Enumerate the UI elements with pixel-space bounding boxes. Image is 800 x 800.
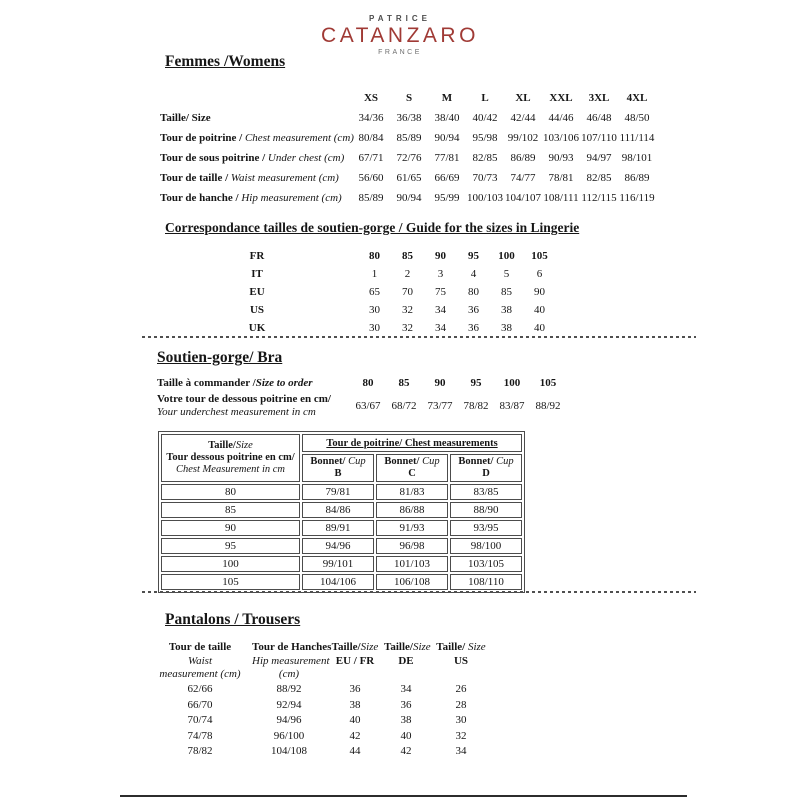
size-value: 90/93: [548, 152, 574, 164]
bra-measure-value: 63/67: [355, 399, 381, 412]
corner-title-en: Size: [235, 440, 253, 451]
trouser-value: 70/74: [187, 714, 213, 727]
cup-value: 86/88: [376, 502, 448, 518]
size-value: 38/40: [434, 112, 460, 124]
trouser-value: 40: [400, 729, 412, 742]
size-value: 30: [369, 322, 380, 334]
size-value: 80: [468, 286, 479, 298]
size-value: 90: [534, 286, 545, 298]
logo-patrice-text: PATRICE: [369, 14, 431, 23]
table-row-uk: [240, 319, 556, 337]
lingerie-size-table: [240, 247, 556, 337]
bra-cup-table: [158, 431, 525, 593]
table-row-size: [160, 108, 656, 128]
trouser-value: 36: [349, 683, 361, 696]
size-header-xxl: XXL: [549, 92, 573, 104]
brand-logo: [0, 14, 800, 56]
size-value: 67/71: [358, 152, 384, 164]
size-value: 48/50: [624, 112, 650, 124]
size-value: 44/46: [548, 112, 574, 124]
cup-value: 81/83: [376, 484, 448, 500]
size-value: 74/77: [510, 172, 536, 184]
size-header-s: S: [405, 92, 413, 104]
size-value: 5: [503, 268, 510, 280]
size-value: 105: [531, 250, 548, 262]
size-value: 46/48: [586, 112, 612, 124]
size-value: 70/73: [472, 172, 498, 184]
bra-underchest-row: [157, 393, 566, 418]
size-value: 56/60: [358, 172, 384, 184]
bra-measure-value: 88/92: [535, 399, 561, 412]
bra-size-value: 85: [398, 377, 410, 390]
size-value: 6: [536, 268, 543, 280]
dashed-divider: [142, 591, 696, 593]
size-value: 100: [498, 250, 515, 262]
size-value: 38: [501, 304, 512, 316]
size-value: 36: [468, 304, 479, 316]
size-value: 72/76: [396, 152, 422, 164]
band-size: 100: [161, 556, 300, 572]
size-value: 103/106: [542, 132, 580, 144]
bra-measure-value: 83/87: [499, 399, 525, 412]
empty-corner-cell: [160, 88, 352, 108]
size-value: 90: [435, 250, 446, 262]
size-value: 85/89: [396, 132, 422, 144]
row-label-fr: Taille/ Size: [160, 112, 211, 124]
size-value: 61/65: [396, 172, 422, 184]
table-row: [148, 713, 494, 729]
trouser-value: 28: [455, 698, 467, 711]
table-row: [148, 744, 494, 760]
size-value: 32: [402, 322, 413, 334]
size-value: 3: [437, 268, 444, 280]
size-header-m: M: [441, 92, 453, 104]
trouser-value: 74/78: [187, 729, 213, 742]
trouser-value: 26: [455, 683, 467, 696]
size-value: 85/89: [358, 192, 384, 204]
bra-order-row: [157, 377, 566, 390]
size-value: 65: [369, 286, 380, 298]
size-header-3xl: 3XL: [588, 92, 610, 104]
trouser-value: 104/108: [270, 745, 308, 758]
size-value: 82/85: [586, 172, 612, 184]
chest-measurements-header: Tour de poitrine/ Chest measurements: [302, 434, 522, 452]
country-label: UK: [248, 322, 266, 334]
bra-size-value: 95: [470, 377, 482, 390]
size-value: 94/97: [586, 152, 612, 164]
bra-measure-value: 78/82: [463, 399, 489, 412]
trouser-value: 30: [455, 714, 467, 727]
size-value: 111/114: [619, 132, 655, 144]
row-label-fr: Taille à commander /: [157, 377, 256, 389]
trouser-value: 66/70: [187, 698, 213, 711]
row-label-en: Chest measurement (cm): [244, 132, 354, 144]
size-value: 95/99: [434, 192, 460, 204]
band-size: 95: [161, 538, 300, 554]
trousers-section-heading: Pantalons / Trousers: [165, 611, 301, 628]
table-row-hip: [160, 188, 656, 208]
size-value: 99/102: [507, 132, 539, 144]
trouser-value: 94/96: [276, 714, 302, 727]
cup-c-header: Bonnet/ Cup C: [376, 454, 448, 482]
trouser-value: 32: [455, 729, 467, 742]
bra-measure-value: 68/72: [391, 399, 417, 412]
row-label-fr: Tour de poitrine /: [160, 132, 243, 144]
table-row: [148, 728, 494, 744]
bra-measure-value: 73/77: [427, 399, 453, 412]
trouser-value: 42: [349, 729, 361, 742]
row-label-en: Under chest (cm): [267, 152, 345, 164]
size-value: 98/101: [621, 152, 653, 164]
size-value: 108/111: [543, 192, 579, 204]
size-header-4xl: 4XL: [626, 92, 648, 104]
size-value: 2: [404, 268, 411, 280]
size-value: 40: [534, 304, 545, 316]
size-header-xl: XL: [515, 92, 531, 104]
country-label: US: [249, 304, 265, 316]
cup-value: 84/86: [302, 502, 374, 518]
row-label-en: Waist measurement (cm): [230, 172, 339, 184]
trousers-size-table: [148, 641, 494, 759]
corner-title-fr: Taille/: [208, 440, 236, 451]
table-row: [148, 682, 494, 698]
cup-value: 108/110: [450, 574, 522, 590]
table-row: [161, 574, 522, 590]
size-value: 86/89: [624, 172, 650, 184]
band-size: 80: [161, 484, 300, 500]
cup-value: 89/91: [302, 520, 374, 536]
size-value: 30: [369, 304, 380, 316]
cup-value: 79/81: [302, 484, 374, 500]
table-row-us: [240, 301, 556, 319]
cup-value: 104/106: [302, 574, 374, 590]
size-value: 107/110: [581, 132, 617, 144]
trouser-value: 44: [349, 745, 361, 758]
cup-value: 88/90: [450, 502, 522, 518]
country-label: IT: [251, 268, 263, 280]
womens-size-table: [160, 88, 656, 208]
table-row-chest: [160, 128, 656, 148]
bra-size-value: 105: [539, 377, 557, 390]
trouser-value: 62/66: [187, 683, 213, 696]
size-value: 95: [468, 250, 479, 262]
logo-france-text: FRANCE: [378, 49, 422, 56]
size-value: 4: [470, 268, 477, 280]
cup-value: 96/98: [376, 538, 448, 554]
trouser-value: 34: [400, 683, 412, 696]
size-header-xs: XS: [363, 92, 379, 104]
waist-column-header: Tour de taille Waist measurement (cm): [159, 641, 241, 680]
row-label-fr: Votre tour de dessous poitrine en cm/: [157, 393, 331, 405]
row-label-fr: Tour de sous poitrine /: [160, 152, 266, 164]
size-value: 32: [402, 304, 413, 316]
trouser-value: 42: [400, 745, 412, 758]
size-value: 80/84: [358, 132, 384, 144]
country-label: FR: [249, 250, 265, 262]
size-value: 34/36: [358, 112, 384, 124]
size-value: 1: [371, 268, 378, 280]
trouser-value: 96/100: [273, 729, 305, 742]
size-value: 40: [534, 322, 545, 334]
row-label-fr: Tour de taille /: [160, 172, 229, 184]
size-value: 104/107: [504, 192, 542, 204]
table-row-underchest: [160, 148, 656, 168]
country-label: EU: [249, 286, 265, 298]
cup-b-header: Bonnet/ Cup B: [302, 454, 374, 482]
size-value: 36/38: [396, 112, 422, 124]
womens-section-heading: Femmes /Womens: [165, 53, 286, 70]
size-value: 116/119: [619, 192, 655, 204]
size-value: 70: [402, 286, 413, 298]
row-label-en: Your underchest measurement in cm: [157, 405, 316, 418]
cup-value: 101/103: [376, 556, 448, 572]
corner-line3: Chest Measurement in cm: [176, 464, 285, 475]
size-header-row: [160, 88, 656, 108]
eu-fr-column-header: Taille/Size EU / FR: [331, 641, 379, 667]
bra-section-heading: Soutien-gorge/ Bra: [157, 349, 283, 366]
cup-value: 106/108: [376, 574, 448, 590]
table-row-waist: [160, 168, 656, 188]
size-value: 100/103: [466, 192, 504, 204]
size-value: 75: [435, 286, 446, 298]
size-value: 80: [369, 250, 380, 262]
size-value: 95/98: [472, 132, 498, 144]
cup-value: 83/85: [450, 484, 522, 500]
bra-size-value: 100: [503, 377, 521, 390]
table-row-fr: [240, 247, 556, 265]
size-value: 77/81: [434, 152, 460, 164]
corner-line2: Tour dessous poitrine en cm/: [166, 452, 295, 463]
size-value: 34: [435, 322, 446, 334]
band-size: 105: [161, 574, 300, 590]
table-row: [161, 484, 522, 500]
trouser-value: 34: [455, 745, 467, 758]
trouser-value: 78/82: [187, 745, 213, 758]
size-value: 112/115: [581, 192, 617, 204]
cup-value: 99/101: [302, 556, 374, 572]
row-label-fr: Tour de hanche /: [160, 192, 239, 204]
size-value: 36: [468, 322, 479, 334]
size-value: 90/94: [396, 192, 422, 204]
table-row: [161, 520, 522, 536]
bra-size-value: 80: [362, 377, 374, 390]
row-label-en: Hip measurement (cm): [241, 192, 342, 204]
size-value: 82/85: [472, 152, 498, 164]
cup-value: 98/100: [450, 538, 522, 554]
band-size: 90: [161, 520, 300, 536]
cup-value: 103/105: [450, 556, 522, 572]
size-header-l: L: [481, 92, 489, 104]
cup-value: 94/96: [302, 538, 374, 554]
bra-table-header-row-1: [161, 434, 522, 452]
cup-value: 93/95: [450, 520, 522, 536]
size-value: 85: [501, 286, 512, 298]
size-value: 90/94: [434, 132, 460, 144]
table-row-eu: [240, 283, 556, 301]
table-row-it: [240, 265, 556, 283]
table-row: [161, 538, 522, 554]
band-size: 85: [161, 502, 300, 518]
dashed-divider: [142, 336, 696, 338]
table-row: [161, 502, 522, 518]
bra-table-corner-cell: [161, 434, 300, 482]
trouser-value: 38: [349, 698, 361, 711]
trousers-header-row: [148, 641, 494, 682]
size-value: 34: [435, 304, 446, 316]
size-value: 42/44: [510, 112, 536, 124]
size-value: 66/69: [434, 172, 460, 184]
lingerie-section-heading: Correspondance tailles de soutien-gorge / Guide for the sizes in Lingerie: [165, 220, 580, 235]
trouser-value: 88/92: [276, 683, 302, 696]
cup-d-header: Bonnet/ Cup D: [450, 454, 522, 482]
de-column-header: Taille/Size DE: [384, 641, 431, 667]
trouser-value: 92/94: [276, 698, 302, 711]
table-row: [148, 697, 494, 713]
bra-size-value: 90: [434, 377, 446, 390]
table-row: [161, 556, 522, 572]
cup-value: 91/93: [376, 520, 448, 536]
row-label-en: Size to order: [255, 377, 313, 389]
bottom-rule: [120, 795, 687, 797]
trouser-value: 36: [400, 698, 412, 711]
size-value: 78/81: [548, 172, 574, 184]
size-value: 40/42: [472, 112, 498, 124]
us-column-header: Taille/ Size US: [436, 641, 486, 667]
trouser-value: 40: [349, 714, 361, 727]
size-value: 86/89: [510, 152, 536, 164]
hip-column-header: Tour de Hanches Hip measurement (cm): [252, 641, 332, 680]
size-value: 38: [501, 322, 512, 334]
logo-catanzaro-text: CATANZARO: [321, 24, 479, 47]
size-value: 85: [402, 250, 413, 262]
trouser-value: 38: [400, 714, 412, 727]
